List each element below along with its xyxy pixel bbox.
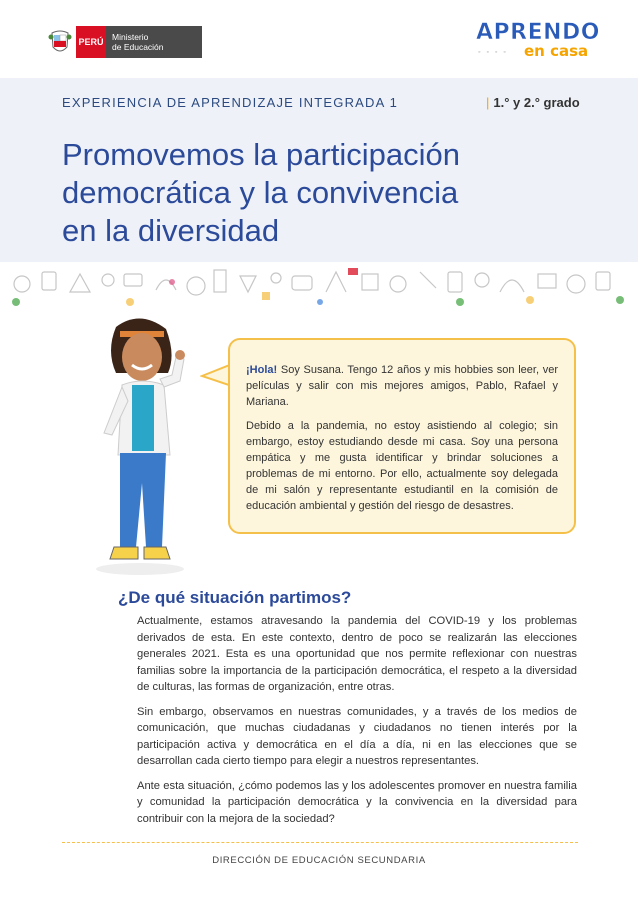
- ministry-line-1: Ministerio: [112, 32, 149, 42]
- aprendo-en-casa-logo: [476, 20, 600, 62]
- grade-divider: |: [486, 95, 490, 110]
- brand-bottom: en casa: [524, 42, 589, 60]
- coat-of-arms-icon: [48, 27, 72, 57]
- brand-dots-icon: ◦ ◦ ◦ ◦: [478, 49, 508, 56]
- title-line-1: Promovemos la participación: [62, 137, 461, 172]
- top-bar: [0, 0, 638, 78]
- title-line-3: en la diversidad: [62, 213, 280, 248]
- bubble-paragraph-1: [246, 362, 558, 410]
- bubble-paragraph-2: Debido a la pandemia, no estoy asistiendo al colegio; sin embargo, estoy estudiando desde mi casa. Soy una persona empática y me gusta identificar y brindar soluciones a problemas de mi entorno. Por ello, actualmente soy delegada de mi salón y representante estudiantil en la comisión de educación ambiental y gestión del riesgo de desastres.: [246, 420, 558, 512]
- student-illustration: [80, 315, 210, 577]
- section-title: ¿De qué situación partimos?: [118, 588, 352, 607]
- brand-top: APRENDO: [476, 20, 600, 45]
- ministry-label: [106, 26, 202, 58]
- decorative-icon-pattern: [0, 262, 638, 312]
- footer-text: DIRECCIÓN DE EDUCACIÓN SECUNDARIA: [212, 855, 426, 866]
- speech-bubble: [228, 338, 576, 534]
- grade-text: 1.° y 2.° grado: [493, 95, 580, 110]
- footer-divider: [62, 842, 578, 843]
- ministry-line-2: de Educación: [112, 42, 164, 52]
- peru-label: PERÚ: [76, 26, 106, 58]
- grade-label: [486, 95, 580, 110]
- bubble-intro-text: Soy Susana. Tengo 12 años y mis hobbies son leer, ver películas y salir con mis mejores amigos, Pablo, Rafael y Mariana.: [246, 364, 558, 408]
- page-title: [62, 136, 582, 250]
- body-paragraph-1: Actualmente, estamos atravesando la pandemia del COVID-19 y los problemas derivados de esta. En este contexto, dentro de poco se realizarán las elecciones generales 2021. Esta es una oportunidad que nos permite reflexionar con nuestras familias sobre la importancia de la participación democrática, el respeto a la diversidad de culturas, las formas de organización, entre otras.: [137, 615, 577, 693]
- title-line-2: democrática y la convivencia: [62, 175, 459, 210]
- body-paragraph-3: Ante esta situación, ¿cómo podemos las y los adolescentes promover en nuestra familia y comunidad la participación democrática y la convivencia en la diversidad para contribuir con la mejora de la sociedad?: [137, 779, 577, 825]
- body-paragraph-2: Sin embargo, observamos en nuestras comunidades, y a través de los medios de comunicación, que muchas ciudadanas y ciudadanos no tienen interés por la participación activa y democrática en el día a día, ni en las elecciones que se desarrollan cada cierto tiempo para elegir a nuestros representantes.: [137, 705, 577, 767]
- greeting: ¡Hola!: [246, 364, 278, 376]
- government-logo: [48, 26, 203, 58]
- section-body: [137, 613, 577, 835]
- experience-label: EXPERIENCIA DE APRENDIZAJE INTEGRADA 1: [62, 95, 399, 110]
